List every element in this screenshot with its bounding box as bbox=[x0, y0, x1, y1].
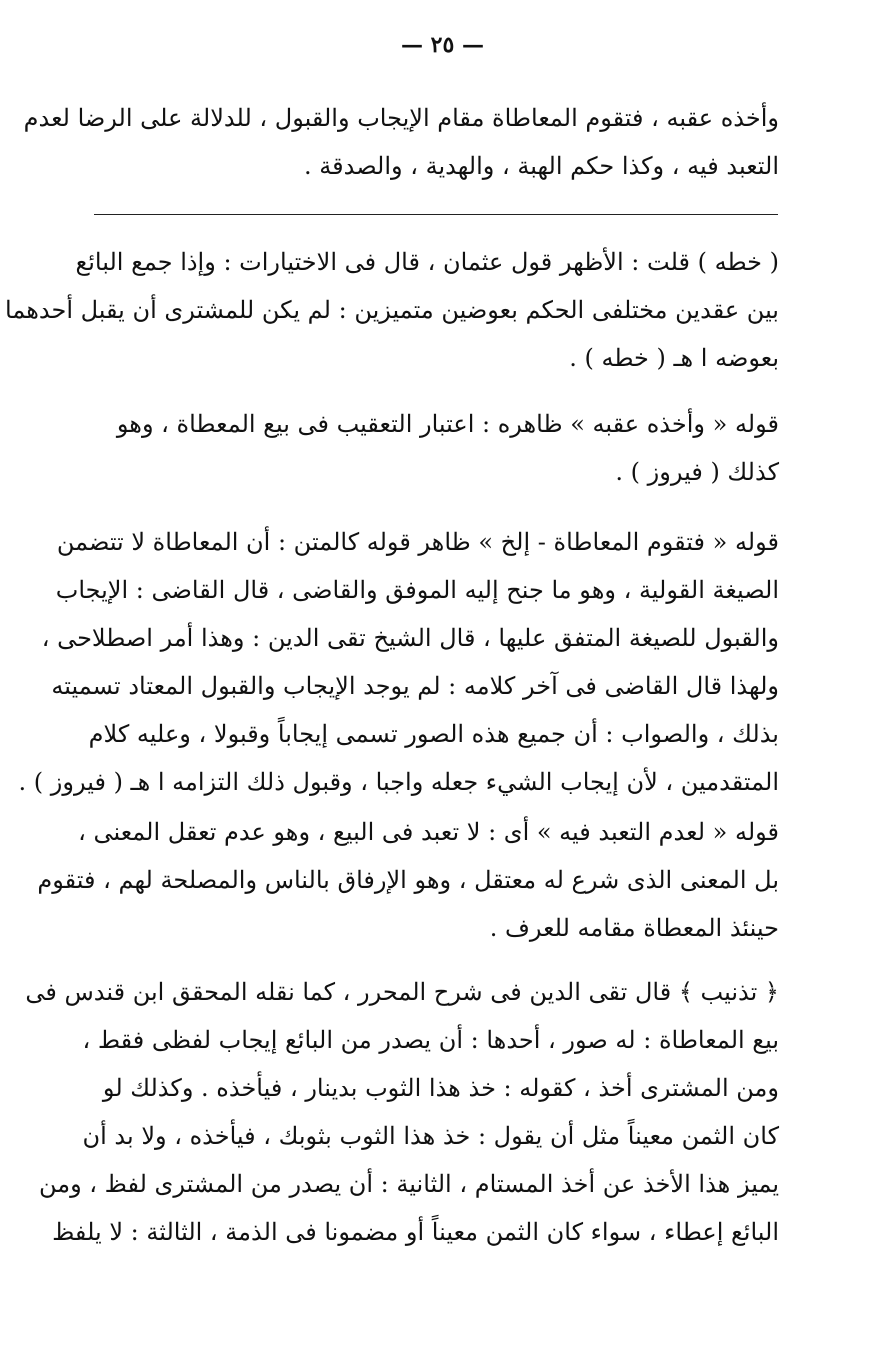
text-line: التعبد فيه ، وكذا حكم الهبة ، والهدية ، والصدقة . bbox=[304, 152, 779, 180]
text-line: ومن المشترى أخذ ، كقوله : خذ هذا الثوب بدينار ، فيأخذه . وكذلك لو bbox=[102, 1074, 779, 1102]
text-line: بيع المعاطاة : له صور ، أحدها : أن يصدر من البائع إيجاب لفظى فقط ، bbox=[82, 1026, 779, 1054]
text-line: والقبول للصيغة المتفق عليها ، قال الشيخ تقى الدين : وهذا أمر اصطلاحى ، bbox=[41, 624, 779, 652]
text-line: حينئذ المعطاة مقامه للعرف . bbox=[489, 914, 779, 942]
text-line: ولهذا قال القاضى فى آخر كلامه : لم يوجد الإيجاب والقبول المعتاد تسميته bbox=[51, 672, 779, 700]
footnote-taabbud bbox=[37, 808, 779, 952]
text-line: الصيغة القولية ، وهو ما جنح إليه الموفق والقاضى ، قال القاضى : الإيجاب bbox=[55, 576, 779, 604]
footnote-fairuz-1 bbox=[107, 400, 779, 496]
text-line: بل المعنى الذى شرع له معتقل ، وهو الإرفاق بالناس والمصلحة لهم ، فتقوم bbox=[37, 866, 779, 894]
text-block-main bbox=[23, 94, 779, 190]
footnote-tadhnib bbox=[25, 968, 779, 1256]
text-line: كان الثمن معيناً مثل أن يقول : خذ هذا الثوب بثوبك ، فيأخذه ، ولا بد أن bbox=[82, 1122, 779, 1150]
footnote-separator bbox=[94, 214, 778, 215]
text-line: قوله « وأخذه عقبه » ظاهره : اعتبار التعقيب فى بيع المعطاة ، وهو bbox=[116, 410, 779, 438]
text-line: قوله « فتقوم المعاطاة - إلخ » ظاهر قوله كالمتن : أن المعاطاة لا تتضمن bbox=[56, 528, 779, 556]
text-line: البائع إعطاء ، سواء كان الثمن معيناً أو مضمونا فى الذمة ، الثالثة : لا يلفظ bbox=[52, 1218, 779, 1246]
text-line: وأخذه عقبه ، فتقوم المعاطاة مقام الإيجاب والقبول ، للدلالة على الرضا لعدم bbox=[23, 104, 779, 132]
text-line: كذلك ( فيروز ) . bbox=[615, 458, 779, 486]
text-line: ( خطه ) قلت : الأظهر قول عثمان ، قال فى الاختيارات : وإذا جمع البائع bbox=[75, 248, 779, 276]
page-number: — ٢٥ — bbox=[401, 32, 484, 58]
text-line: بين عقدين مختلفى الحكم بعوضين متميزين : لم يكن للمشترى أن يقبل أحدهما bbox=[5, 296, 779, 324]
text-line: ﴿ تذنيب ﴾ قال تقى الدين فى شرح المحرر ، كما نقله المحقق ابن قندس فى bbox=[25, 978, 779, 1006]
text-line: بذلك ، والصواب : أن جميع هذه الصور تسمى إيجاباً وقبولا ، وعليه كلام bbox=[88, 720, 779, 748]
footnote-khatteh bbox=[5, 238, 779, 382]
footnote-fairuz-2 bbox=[18, 518, 779, 806]
text-line: المتقدمين ، لأن إيجاب الشيء جعله واجبا ، وقبول ذلك التزامه ا هـ ( فيروز ) . bbox=[18, 768, 779, 796]
text-line: يميز هذا الأخذ عن أخذ المستام ، الثانية : أن يصدر من المشترى لفظ ، ومن bbox=[38, 1170, 779, 1198]
text-line: قوله « لعدم التعبد فيه » أى : لا تعبد فى البيع ، وهو عدم تعقل المعنى ، bbox=[78, 818, 779, 846]
text-line: بعوضه ا هـ ( خطه ) . bbox=[569, 344, 779, 372]
